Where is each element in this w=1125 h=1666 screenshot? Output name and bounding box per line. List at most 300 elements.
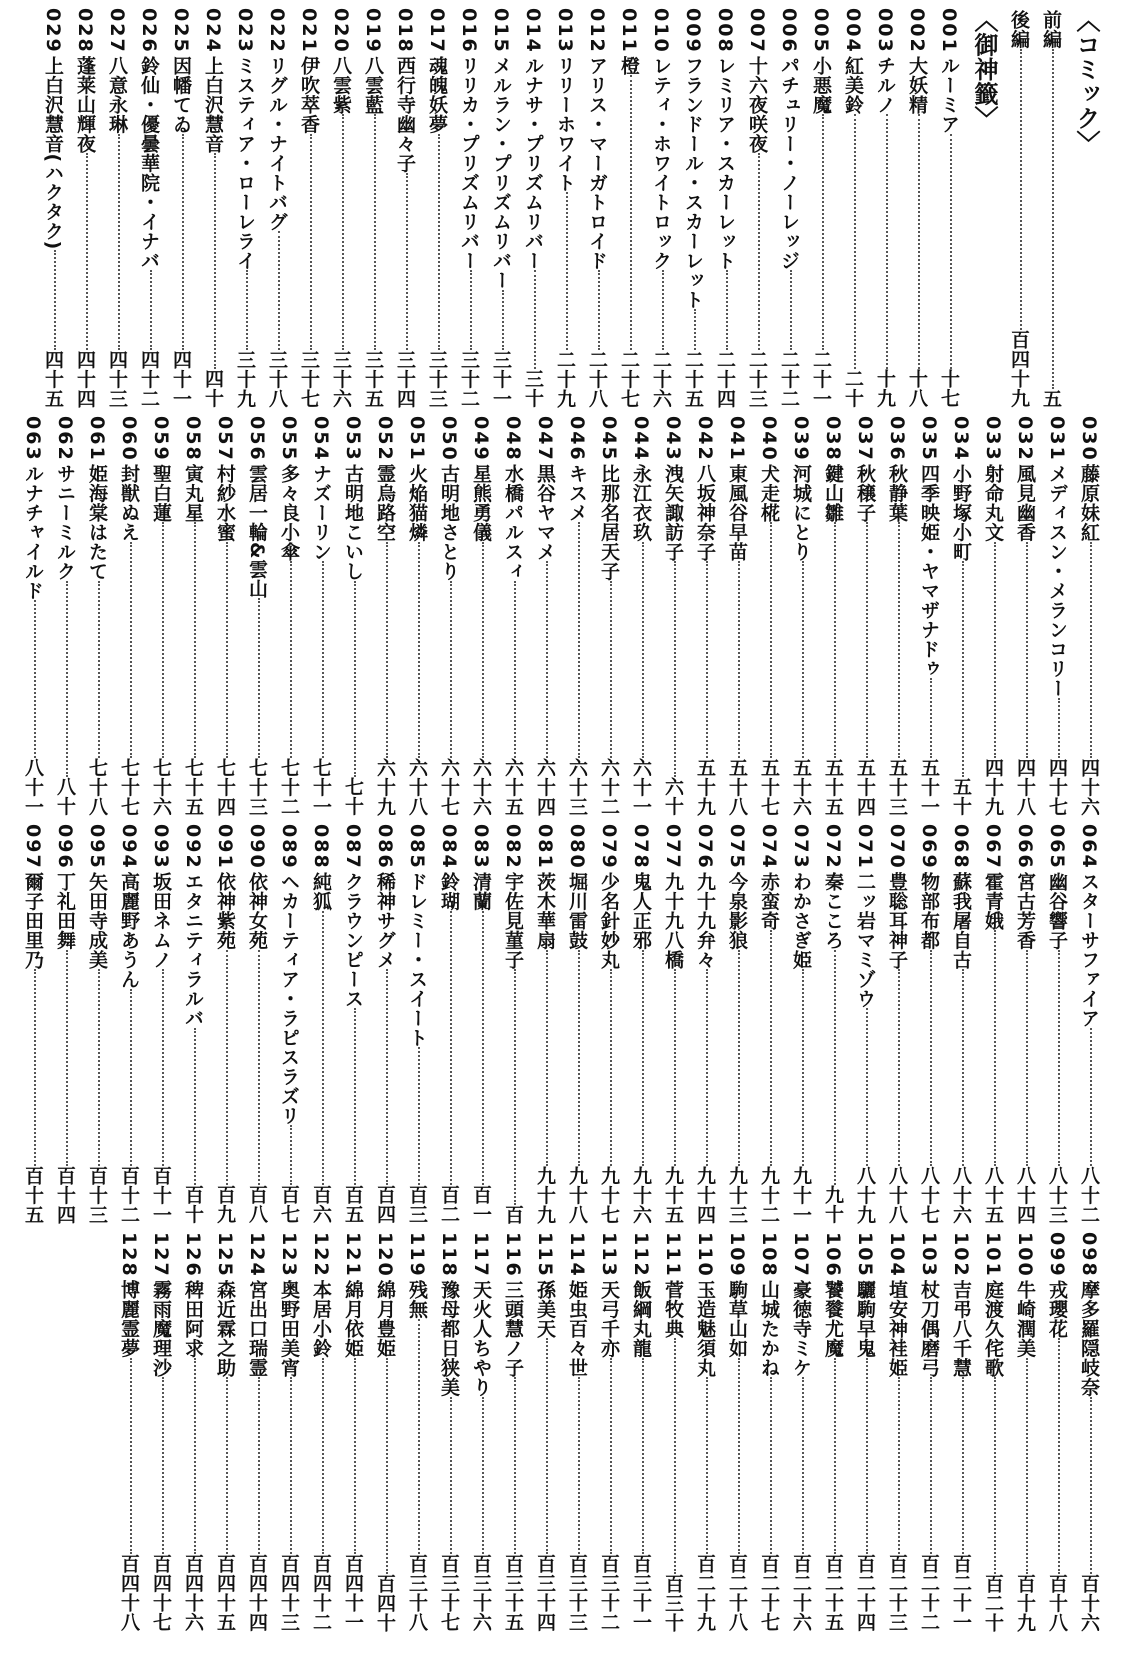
leader-dots — [322, 561, 324, 757]
toc-entry[interactable] — [401, 1232, 433, 1632]
entry-name: 霍青娥 — [982, 871, 1004, 931]
toc-entry[interactable] — [977, 824, 1009, 1224]
toc-entry[interactable] — [657, 416, 689, 816]
toc-entry[interactable] — [337, 824, 369, 1224]
entry-page: 八十 — [54, 777, 76, 816]
leader-dots — [962, 1377, 964, 1554]
entry-page: 八十八 — [886, 1165, 908, 1224]
leader-dots — [662, 270, 664, 349]
toc-entry[interactable] — [357, 8, 389, 408]
entry-number: 112 — [630, 1232, 652, 1278]
entry-page: 六十七 — [438, 757, 460, 816]
leader-dots — [226, 542, 228, 758]
entry-name: 秋静葉 — [886, 463, 908, 523]
toc-entry[interactable] — [401, 824, 433, 1224]
entry-page: 七十五 — [182, 757, 204, 816]
toc-entry[interactable] — [689, 824, 721, 1224]
toc-entry[interactable] — [261, 8, 293, 408]
leader-dots — [706, 1377, 708, 1554]
toc-entry[interactable] — [1009, 824, 1041, 1224]
entry-name: アリス・マーガトロイド — [586, 55, 608, 271]
entry-name: 丁礼田舞 — [54, 871, 76, 950]
toc-entry[interactable] — [465, 824, 497, 1224]
toc-entry[interactable] — [369, 824, 401, 1224]
toc-entry[interactable] — [465, 416, 497, 816]
entry-number: 088 — [310, 824, 332, 870]
entry-page: 九十五 — [662, 1165, 684, 1224]
entry-number: 118 — [438, 1232, 460, 1278]
toc-entry[interactable] — [273, 824, 305, 1224]
leader-dots — [514, 1377, 516, 1554]
toc-entry[interactable] — [197, 8, 229, 408]
entry-number: 113 — [598, 1232, 620, 1278]
entry-name: ヘカーティア・ラピスラズリ — [278, 871, 300, 1126]
toc-entry[interactable] — [145, 1232, 177, 1632]
toc-entry[interactable] — [913, 1232, 945, 1632]
toc-entry[interactable] — [753, 1232, 785, 1632]
toc-entry[interactable] — [1009, 416, 1041, 816]
toc-entry[interactable] — [433, 824, 465, 1224]
toc-entry[interactable] — [1073, 416, 1105, 816]
toc-entry[interactable] — [453, 8, 485, 408]
toc-entry[interactable] — [369, 416, 401, 816]
toc-entry[interactable] — [465, 1232, 497, 1632]
entry-page: 二十九 — [554, 349, 576, 408]
toc-entry[interactable] — [241, 824, 273, 1224]
toc-entry[interactable] — [113, 824, 145, 1224]
toc-entry[interactable] — [1041, 1232, 1073, 1632]
toc-entry[interactable] — [593, 1232, 625, 1632]
leader-dots — [1058, 698, 1060, 758]
entry-page: 二十三 — [746, 349, 768, 408]
leader-dots — [886, 114, 888, 369]
toc-entry[interactable] — [581, 8, 613, 408]
toc-entry[interactable] — [645, 8, 677, 408]
toc-entry[interactable] — [433, 1232, 465, 1632]
toc-entry[interactable] — [689, 416, 721, 816]
entry-number: 023 — [234, 8, 256, 54]
entry-number: 006 — [778, 8, 800, 54]
entry-name: 本居小鈴 — [310, 1279, 332, 1358]
entry-name: 戎瓔花 — [1046, 1279, 1068, 1339]
entry-number: 090 — [246, 824, 268, 870]
toc-entry[interactable] — [677, 8, 709, 408]
toc-entry[interactable] — [869, 8, 901, 408]
toc-entry[interactable] — [1073, 824, 1105, 1224]
toc-entry[interactable] — [209, 416, 241, 816]
entry-name: 稀神サグメ — [374, 871, 396, 970]
toc-entry[interactable] — [17, 416, 49, 816]
entry-page: 七十三 — [246, 757, 268, 816]
toc-entry[interactable] — [133, 8, 165, 408]
entry-name: 饕餮尤魔 — [822, 1279, 844, 1358]
toc-entry[interactable] — [1073, 1232, 1105, 1632]
leader-dots — [290, 561, 292, 757]
leader-dots — [162, 1377, 164, 1554]
entry-number: 026 — [138, 8, 160, 54]
entry-number: 013 — [554, 8, 576, 54]
entry-page: 九十四 — [694, 1165, 716, 1224]
entry-number: 060 — [118, 416, 140, 462]
toc-entry[interactable] — [241, 416, 273, 816]
leader-dots — [482, 542, 484, 758]
toc-entry[interactable] — [753, 824, 785, 1224]
entry-number: 035 — [918, 416, 940, 462]
entry-name: 天弓千亦 — [598, 1279, 620, 1358]
entry-name: 黒谷ヤマメ — [534, 463, 556, 562]
toc-entry[interactable] — [305, 416, 337, 816]
entry-number: 068 — [950, 824, 972, 870]
toc-entry[interactable] — [721, 416, 753, 816]
entry-label: 後編 — [1008, 10, 1030, 49]
toc-entry[interactable] — [881, 824, 913, 1224]
toc-entry[interactable] — [17, 824, 49, 1224]
entry-page: 百四十六 — [182, 1554, 204, 1632]
entry-number: 105 — [854, 1232, 876, 1278]
toc-entry[interactable] — [817, 824, 849, 1224]
entry-name: 高麗野あうん — [118, 871, 140, 989]
leader-dots — [802, 1377, 804, 1554]
toc-entry[interactable] — [721, 824, 753, 1224]
entry-number: 030 — [1078, 416, 1100, 462]
entry-page: 八十六 — [950, 1165, 972, 1224]
toc-entry[interactable] — [881, 416, 913, 816]
entry-number: 007 — [746, 8, 768, 54]
toc-entry[interactable] — [337, 1232, 369, 1632]
toc-entry[interactable] — [977, 1232, 1009, 1632]
leader-dots — [66, 950, 68, 1166]
toc-entry[interactable] — [113, 1232, 145, 1632]
toc-entry[interactable] — [785, 824, 817, 1224]
entry-page: 三十六 — [330, 349, 352, 408]
leader-dots — [610, 581, 612, 758]
entry-number: 066 — [1014, 824, 1036, 870]
leader-dots — [834, 950, 836, 1185]
entry-name: リリーホワイト — [554, 55, 576, 193]
entry-number: 059 — [150, 416, 172, 462]
toc-entry[interactable] — [593, 416, 625, 816]
entry-page: 百二十九 — [694, 1554, 716, 1632]
entry-name: ルナサ・プリズムリバー — [522, 55, 544, 271]
toc-entry[interactable] — [561, 824, 593, 1224]
toc-entry[interactable] — [977, 416, 1009, 816]
entry-name: 坂田ネムノ — [150, 871, 172, 970]
toc-entry[interactable] — [709, 8, 741, 408]
leader-dots — [418, 1047, 420, 1185]
entry-page: 百二十七 — [758, 1554, 780, 1632]
toc-entry[interactable] — [177, 416, 209, 816]
entry-name: 驪駒早鬼 — [854, 1279, 876, 1358]
toc-entry[interactable] — [837, 8, 869, 408]
toc-entry[interactable] — [593, 824, 625, 1224]
leader-dots — [1090, 1397, 1092, 1574]
entry-number: 027 — [106, 8, 128, 54]
entry-page: 百二十一 — [950, 1554, 972, 1632]
toc-entry[interactable] — [625, 1232, 657, 1632]
entry-name: 大妖精 — [906, 55, 928, 115]
toc-entry[interactable] — [81, 416, 113, 816]
entry-name: 残無 — [406, 1279, 428, 1319]
entry-name: 小野塚小町 — [950, 463, 972, 562]
toc-entry[interactable] — [229, 8, 261, 408]
toc-entry[interactable] — [209, 1232, 241, 1632]
toc-entry[interactable] — [49, 824, 81, 1224]
toc-entry[interactable] — [177, 1232, 209, 1632]
toc-entry[interactable] — [165, 8, 197, 408]
toc-entry[interactable] — [1041, 824, 1073, 1224]
toc-entry[interactable] — [369, 1232, 401, 1632]
entry-name: 水橋パルスィ — [502, 463, 524, 581]
toc-entry[interactable] — [421, 8, 453, 408]
entry-name: 河城にとり — [790, 463, 812, 562]
entry-number: 098 — [1078, 1232, 1100, 1278]
entry-number: 089 — [278, 824, 300, 870]
toc-entry[interactable] — [805, 8, 837, 408]
toc-entry[interactable] — [849, 824, 881, 1224]
leader-dots — [610, 969, 612, 1165]
leader-dots — [642, 542, 644, 758]
entry-page: 百五 — [342, 1185, 364, 1224]
entry-number: 064 — [1078, 824, 1100, 870]
toc-entry[interactable] — [81, 824, 113, 1224]
entry-name: 寅丸星 — [182, 463, 204, 523]
entry-number: 024 — [202, 8, 224, 54]
entry-number: 082 — [502, 824, 524, 870]
toc-entry[interactable] — [849, 1232, 881, 1632]
leader-dots — [994, 542, 996, 758]
toc-entry[interactable] — [549, 8, 581, 408]
entry-number: 041 — [726, 416, 748, 462]
toc-entry[interactable] — [529, 1232, 561, 1632]
entry-number: 057 — [214, 416, 236, 462]
toc-entry[interactable] — [101, 8, 133, 408]
leader-dots — [578, 1377, 580, 1554]
toc-entry[interactable] — [849, 416, 881, 816]
leader-dots — [994, 930, 996, 1165]
entry-name: 豊聡耳神子 — [886, 871, 908, 970]
toc-entry[interactable] — [529, 416, 561, 816]
leader-dots — [54, 250, 56, 350]
entry-number: 056 — [246, 416, 268, 462]
entry-number: 012 — [586, 8, 608, 54]
entry-page: 六十八 — [406, 757, 428, 816]
entry-page: 三十一 — [490, 349, 512, 408]
entry-page: 八十四 — [1014, 1165, 1036, 1224]
toc-entry[interactable] — [721, 1232, 753, 1632]
toc-entry[interactable] — [773, 8, 805, 408]
toc-entry[interactable] — [657, 824, 689, 1224]
toc-entry[interactable] — [177, 824, 209, 1224]
toc-entry[interactable] — [389, 8, 421, 408]
toc-entry[interactable] — [933, 8, 965, 408]
leader-dots — [834, 522, 836, 757]
toc-entry[interactable] — [145, 416, 177, 816]
entry-number: 019 — [362, 8, 384, 54]
toc-entry[interactable] — [945, 416, 977, 816]
entry-name: 星熊勇儀 — [470, 463, 492, 542]
toc-entry[interactable] — [741, 8, 773, 408]
toc-entry[interactable] — [689, 1232, 721, 1632]
toc-entry[interactable] — [785, 416, 817, 816]
leader-dots — [374, 114, 376, 349]
entry-page: 六十五 — [502, 757, 524, 816]
leader-dots — [246, 270, 248, 349]
entry-name: 玉造魅須丸 — [694, 1279, 716, 1378]
entry-number: 033 — [982, 416, 1004, 462]
entry-number: 049 — [470, 416, 492, 462]
entry-name: 杖刀偶磨弓 — [918, 1279, 940, 1378]
leader-dots — [194, 522, 196, 757]
toc-entry[interactable] — [625, 416, 657, 816]
leader-dots — [418, 542, 420, 758]
entry-page: 六十三 — [566, 757, 588, 816]
leader-dots — [342, 114, 344, 349]
entry-number: 126 — [182, 1232, 204, 1278]
leader-dots — [1090, 1028, 1092, 1166]
leader-dots — [386, 542, 388, 758]
leader-dots — [898, 969, 900, 1165]
toc-entry[interactable] — [785, 1232, 817, 1632]
leader-dots — [534, 270, 536, 369]
entry-number: 104 — [886, 1232, 908, 1278]
toc-entry[interactable] — [305, 1232, 337, 1632]
toc-entry[interactable] — [529, 824, 561, 1224]
entry-number: 100 — [1014, 1232, 1036, 1278]
toc-entry[interactable] — [337, 416, 369, 816]
toc-entry[interactable] — [69, 8, 101, 408]
entry-page: 百十八 — [1046, 1573, 1068, 1632]
entry-name: わかさぎ姫 — [790, 871, 812, 970]
leader-dots — [1020, 49, 1022, 330]
entry-page: 二十五 — [682, 349, 704, 408]
toc-entry[interactable] — [913, 824, 945, 1224]
entry-page: 百四十二 — [310, 1554, 332, 1632]
entry-name: 八雲紫 — [330, 55, 352, 115]
leader-dots — [406, 173, 408, 350]
toc-entry[interactable] — [517, 8, 549, 408]
toc-entry[interactable] — [241, 1232, 273, 1632]
leader-dots — [930, 950, 932, 1166]
toc-entry[interactable] — [325, 8, 357, 408]
toc-entry[interactable] — [901, 8, 933, 408]
entry-name: 聖白蓮 — [150, 463, 172, 523]
leader-dots — [450, 581, 452, 758]
entry-page: 二十四 — [714, 349, 736, 408]
toc-entry[interactable] — [945, 824, 977, 1224]
entry-name: リリカ・プリズムリバー — [458, 55, 480, 271]
toc-entry[interactable] — [497, 1232, 529, 1632]
entry-number: 053 — [342, 416, 364, 462]
entry-number: 051 — [406, 416, 428, 462]
toc-entry[interactable] — [945, 1232, 977, 1632]
leader-dots — [438, 134, 440, 350]
entry-page: 八十三 — [1046, 1165, 1068, 1224]
toc-entry[interactable] — [497, 416, 529, 816]
entry-name: 赤蛮奇 — [758, 871, 780, 931]
leader-dots — [290, 1377, 292, 1554]
leader-dots — [738, 561, 740, 757]
toc-entry[interactable] — [293, 8, 325, 408]
toc-entry[interactable] — [817, 1232, 849, 1632]
leader-dots — [950, 134, 952, 369]
toc-entry[interactable] — [273, 1232, 305, 1632]
entry-page: 三十五 — [362, 349, 384, 408]
entry-name: 物部布都 — [918, 871, 940, 950]
toc-entry[interactable] — [613, 8, 645, 408]
toc-entry-comic-part2[interactable] — [1003, 8, 1035, 408]
entry-number: 099 — [1046, 1232, 1068, 1278]
toc-entry[interactable] — [485, 8, 517, 408]
entry-number: 106 — [822, 1232, 844, 1278]
entry-page: 百四十七 — [150, 1554, 172, 1632]
entry-name: 比那名居天子 — [598, 463, 620, 581]
leader-dots — [130, 989, 132, 1166]
leader-dots — [566, 192, 568, 349]
toc-entry[interactable] — [625, 824, 657, 1224]
entry-number: 092 — [182, 824, 204, 870]
entry-number: 111 — [662, 1232, 684, 1278]
toc-entry-comic-part1[interactable] — [1035, 8, 1067, 408]
toc-entry[interactable] — [145, 824, 177, 1224]
entry-number: 050 — [438, 416, 460, 462]
entry-page: 四十九 — [982, 757, 1004, 816]
leader-dots — [322, 1358, 324, 1554]
leader-dots — [34, 600, 36, 757]
entry-number: 042 — [694, 416, 716, 462]
entry-name: 山城たかね — [758, 1279, 780, 1378]
entry-number: 072 — [822, 824, 844, 870]
toc-entry[interactable] — [37, 8, 69, 408]
toc-entry[interactable] — [1009, 1232, 1041, 1632]
leader-dots — [854, 114, 856, 369]
toc-entry[interactable] — [561, 1232, 593, 1632]
toc-entry[interactable] — [657, 1232, 689, 1632]
entry-name: 吉弔八千慧 — [950, 1279, 972, 1378]
leader-dots — [546, 950, 548, 1166]
leader-dots — [834, 1358, 836, 1554]
entry-page: 五十九 — [694, 757, 716, 816]
toc-entry[interactable] — [113, 416, 145, 816]
toc-entry[interactable] — [817, 416, 849, 816]
toc-entry[interactable] — [913, 416, 945, 816]
entry-number: 124 — [246, 1232, 268, 1278]
leader-dots — [1026, 950, 1028, 1166]
toc-entry[interactable] — [209, 824, 241, 1224]
entry-name: 爾子田里乃 — [22, 871, 44, 970]
toc-entry[interactable] — [49, 416, 81, 816]
toc-entry[interactable] — [881, 1232, 913, 1632]
toc-entry[interactable] — [433, 416, 465, 816]
toc-entry[interactable] — [561, 416, 593, 816]
entry-page: 百二十八 — [726, 1554, 748, 1632]
toc-entry[interactable] — [753, 416, 785, 816]
toc-entry[interactable] — [273, 416, 305, 816]
leader-dots — [758, 153, 760, 349]
entry-number: 080 — [566, 824, 588, 870]
entry-number: 052 — [374, 416, 396, 462]
entry-name: 埴安神袿姫 — [886, 1279, 908, 1378]
entry-name: 火焔猫燐 — [406, 463, 428, 542]
toc-entry[interactable] — [497, 824, 529, 1224]
leader-dots — [98, 581, 100, 758]
leader-dots — [514, 581, 516, 758]
toc-entry[interactable] — [401, 416, 433, 816]
entry-name: 九十九八橋 — [662, 871, 684, 970]
toc-entry[interactable] — [1041, 416, 1073, 816]
toc-entry[interactable] — [305, 824, 337, 1224]
entry-number: 021 — [298, 8, 320, 54]
entry-page: 四十一 — [170, 349, 192, 408]
